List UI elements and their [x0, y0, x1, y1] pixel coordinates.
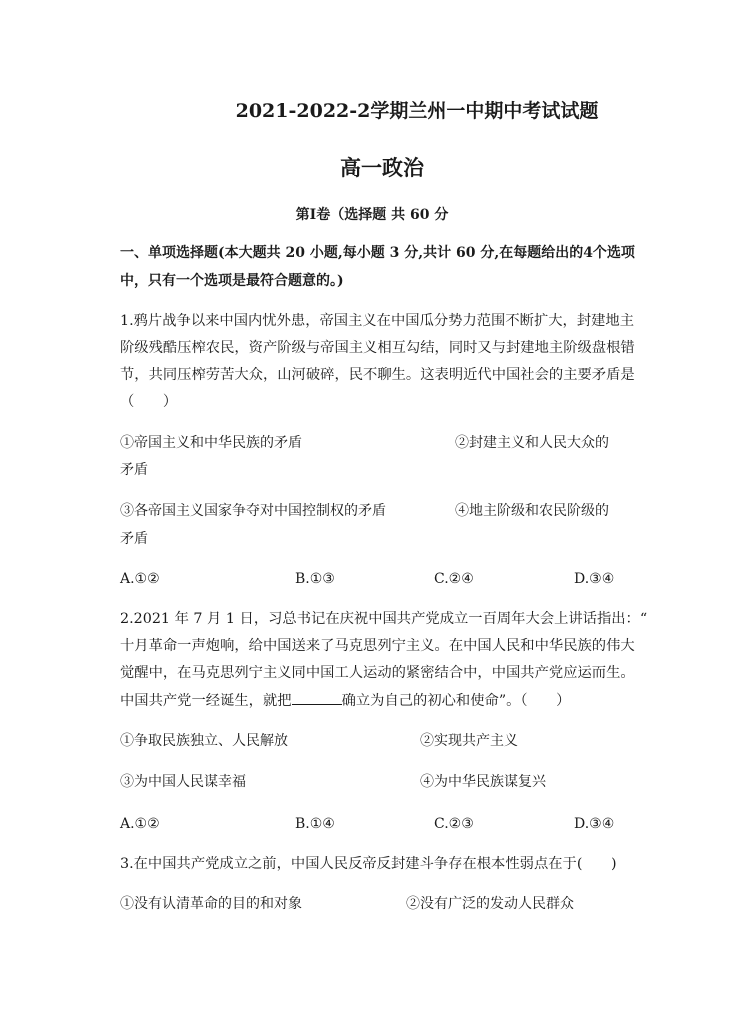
q1-statement-1: ①帝国主义和中华民族的矛盾: [120, 435, 302, 451]
q2-stem-line4-before-blank: 中国共产党一经诞生，就把: [120, 693, 292, 709]
q1-statement-2: ②封建主义和人民大众的: [455, 435, 609, 451]
q3-statement-2: ②没有广泛的发动人民群众: [406, 896, 574, 912]
q1-choice-a: A.①②: [120, 571, 160, 587]
q1-choice-b: B.①③: [295, 571, 335, 587]
section-instructions-line1: 一、单项选择题(本大题共 20 小题,每小题 3 分,共计 60 分,在每题给出的4个选项: [120, 245, 635, 261]
q2-statement-2: ②实现共产主义: [420, 733, 518, 749]
q2-statement-3: ③为中国人民谋幸福: [120, 774, 246, 790]
q1-statement-3: ③各帝国主义国家争夺对中国控制权的矛盾: [120, 503, 386, 519]
q3-stem-line1: 3.在中国共产党成立之前，中国人民反帝反封建斗争存在根本性弱点在于( ): [120, 856, 617, 872]
exam-subject: 高一政治: [340, 155, 424, 180]
exam-title: 2021-2022-2学期兰州一中期中考试试题: [235, 100, 599, 122]
q1-statement-2-cont: 矛盾: [120, 462, 148, 478]
q3-statement-1: ①没有认清革命的目的和对象: [120, 896, 302, 912]
q1-choice-d: D.③④: [574, 571, 615, 587]
q1-choice-c: C.②④: [434, 571, 474, 587]
q2-statement-1: ①争取民族独立、人民解放: [120, 733, 288, 749]
q1-stem-line1: 1.鸦片战争以来中国内忧外患，帝国主义在中国瓜分势力范围不断扩大，封建地主: [120, 313, 635, 329]
q2-stem-line4: [120, 690, 570, 711]
q1-stem-line2: 阶级残酷压榨农民，资产阶级与帝国主义相互勾结，同时又与封建地主阶级盘根错: [120, 340, 635, 356]
section-instructions-line2: 中，只有一个选项是最符合题意的。): [120, 273, 344, 289]
q2-stem-line4-after-blank: 确立为自己的初心和使命”。（ ）: [341, 693, 571, 709]
q2-stem-line3: 觉醒中，在马克思列宁主义同中国工人运动的紧密结合中，中国共产党应运而生。: [120, 665, 635, 681]
q2-choice-b: B.①④: [295, 816, 335, 832]
q1-statement-4: ④地主阶级和农民阶级的: [455, 503, 609, 519]
q2-choice-a: A.①②: [120, 816, 160, 832]
q1-statement-4-cont: 矛盾: [120, 531, 148, 547]
q2-choice-d: D.③④: [574, 816, 615, 832]
q2-stem-line2: 十月革命一声炮响，给中国送来了马克思列宁主义。在中国人民和中华民族的伟大: [120, 638, 635, 654]
q2-statement-4: ④为中华民族谋复兴: [420, 774, 546, 790]
q1-stem-line3: 节，共同压榨劳苦大众，山河破碎，民不聊生。这表明近代中国社会的主要矛盾是: [120, 367, 635, 383]
q2-choice-c: C.②③: [434, 816, 474, 832]
q1-stem-line4: （ ）: [120, 394, 178, 410]
answer-blank: [292, 690, 342, 705]
q2-stem-line1: 2.2021 年 7 月 1 日，习总书记在庆祝中国共产党成立一百周年大会上讲话指出：“: [120, 611, 648, 627]
part-heading: 第Ⅰ卷（选择题 共 60 分: [295, 207, 449, 223]
